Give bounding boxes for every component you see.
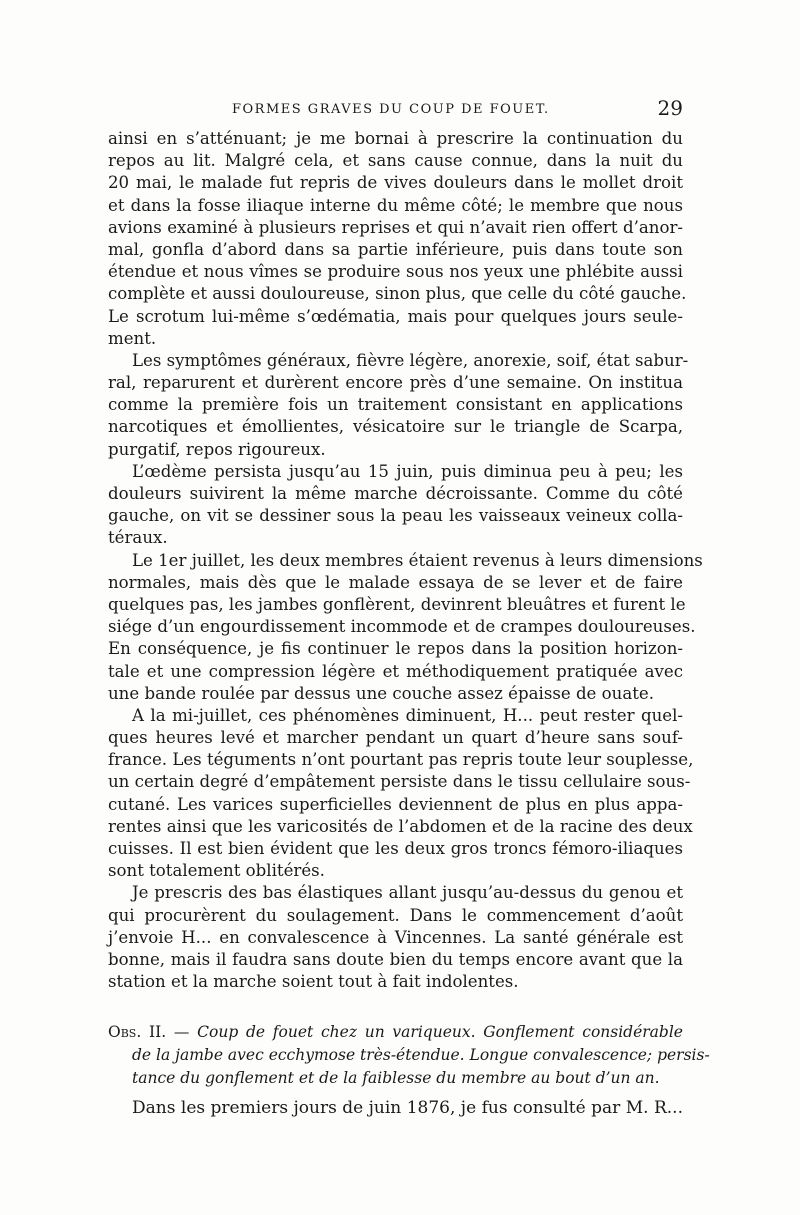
- text-line: france. Les téguments n’ont pourtant pas repris toute leur souplesse,: [108, 750, 694, 770]
- text-line: rentes ainsi que les varicosités de l’abdomen et de la racine des deux: [108, 816, 693, 836]
- body-text: [108, 128, 703, 993]
- text-line: repos au lit. Malgré cela, et sans cause connue, dans la nuit du: [108, 151, 683, 171]
- text-line: ques heures levé et marcher pendant un quart d’heure sans souf-: [108, 728, 683, 748]
- observation-line: de la jambe avec ecchymose très-étendue. Longue convalescence; persis-: [132, 1046, 710, 1064]
- observation-label: Obs.: [108, 1023, 142, 1041]
- text-line: Le scrotum lui-même s’œdématia, mais pour quelques jours seule-: [108, 306, 683, 326]
- text-line: normales, mais dès que le malade essaya de se lever et de faire: [108, 572, 683, 592]
- paragraph-start-line: A la mi-juillet, ces phénomènes diminuent, H... peut rester quel-: [132, 705, 683, 725]
- text-line: téraux.: [108, 528, 168, 548]
- running-title: FORMES GRAVES DU COUP DE FOUET.: [232, 102, 550, 117]
- text-line: cuisses. Il est bien évident que les deux gros troncs fémoro-iliaques: [108, 839, 683, 858]
- observation-line: tance du gonflement et de la faiblesse du membre au bout d’un an.: [132, 1069, 660, 1087]
- text-line: un certain degré d’empâtement persiste dans le tissu cellulaire sous-: [108, 772, 691, 792]
- text-line: avions examiné à plusieurs reprises et qui n’avait rien offert d’anor-: [108, 217, 683, 237]
- text-line: ral, reparurent et durèrent encore près d’une semaine. On institua: [108, 373, 683, 393]
- text-line: comme la première fois un traitement consistant en applications: [108, 395, 683, 415]
- page-header: [108, 96, 683, 126]
- text-line: douleurs suivirent la même marche décroissante. Comme du côté: [108, 484, 683, 503]
- paragraph-start-line: Le 1er juillet, les deux membres étaient revenus à leurs dimensions: [132, 550, 703, 570]
- observation-title: — Coup de fouet chez un variqueux. Gonflement considérable: [173, 1023, 683, 1041]
- text-line: bonne, mais il faudra sans doute bien du temps encore avant que la: [108, 949, 683, 969]
- observation-number: II.: [149, 1023, 167, 1041]
- text-line: narcotiques et émollientes, vésicatoire sur le triangle de Scarpa,: [108, 417, 683, 437]
- text-line: quelques pas, les jambes gonflèrent, devinrent bleuâtres et furent le: [108, 594, 686, 614]
- text-line: une bande roulée par dessus une couche assez épaisse de ouate.: [108, 683, 654, 703]
- paragraph-start-line: Je prescris des bas élastiques allant jusqu’au-dessus du genou et: [132, 883, 683, 903]
- text-line: siége d’un engourdissement incommode et de crampes douloureuses.: [108, 617, 696, 637]
- paragraph-start-line: L’œdème persista jusqu’au 15 juin, puis diminua peu à peu; les: [132, 461, 683, 481]
- text-line: gauche, on vit se dessiner sous la peau les vaisseaux veineux colla-: [108, 506, 683, 526]
- text-line: sont totalement oblitérés.: [108, 861, 325, 881]
- text-line: qui procurèrent du soulagement. Dans le commencement d’août: [108, 905, 683, 925]
- page-number: 29: [657, 96, 683, 120]
- text-line: j’envoie H... en convalescence à Vincennes. La santé générale est: [108, 927, 683, 947]
- text-line: purgatif, repos rigoureux.: [108, 439, 326, 459]
- text-line: mal, gonfla d’abord dans sa partie inférieure, puis dans toute son: [108, 239, 683, 259]
- text-line: ainsi en s’atténuant; je me bornai à prescrire la continuation du: [108, 129, 683, 148]
- text-line: Dans les premiers jours de juin 1876, je fus consulté par M. R...: [132, 1098, 683, 1118]
- text-line: étendue et nous vîmes se produire sous nos yeux une phlébite aussi: [108, 262, 683, 282]
- observation-line: [108, 1021, 683, 1044]
- observation-heading: [108, 1021, 710, 1090]
- text-line: tale et une compression légère et méthodiquement pratiquée avec: [108, 661, 683, 681]
- text-line: ment.: [108, 328, 157, 348]
- text-line: cutané. Les varices superficielles deviennent de plus en plus appa-: [108, 794, 683, 814]
- text-line: et dans la fosse iliaque interne du même côté; le membre que nous: [108, 195, 683, 215]
- text-line: complète et aussi douloureuse, sinon plus, que celle du côté gauche.: [108, 284, 687, 304]
- text-line: En conséquence, je fis continuer le repos dans la position horizon-: [108, 639, 683, 659]
- paragraph-start-line: Les symptômes généraux, fièvre légère, anorexie, soif, état sabur-: [132, 350, 689, 370]
- text-line: station et la marche soient tout à fait indolentes.: [108, 972, 519, 992]
- text-line: 20 mai, le malade fut repris de vives douleurs dans le mollet droit: [108, 173, 683, 193]
